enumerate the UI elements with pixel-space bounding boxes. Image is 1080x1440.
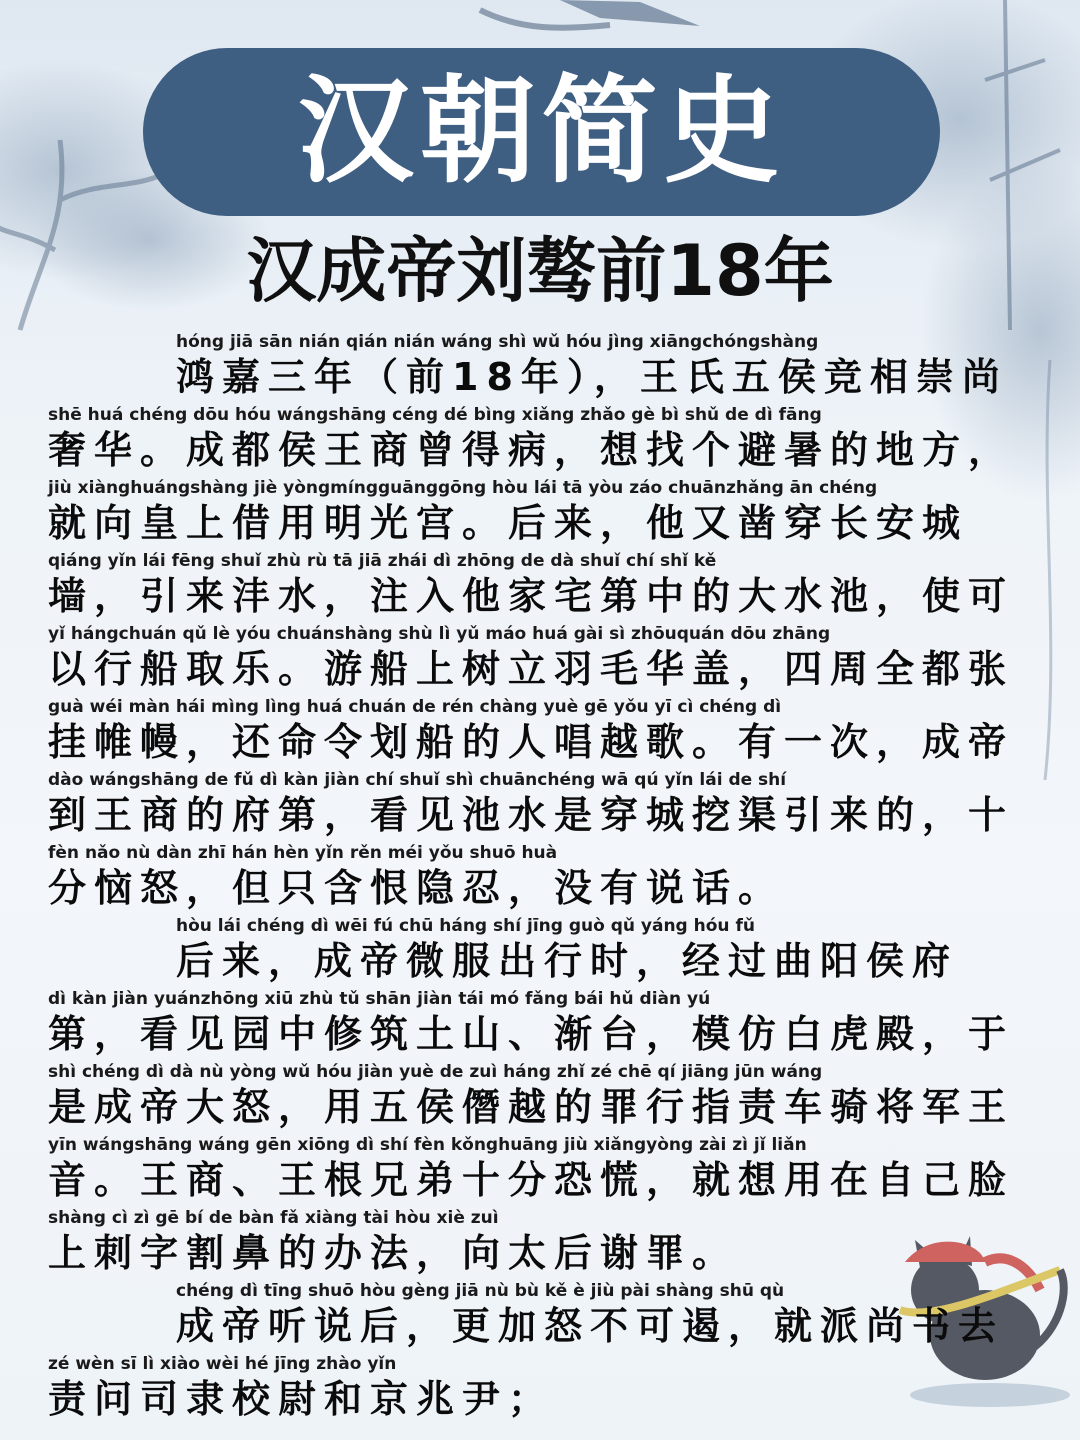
text-line <box>48 1060 1028 1133</box>
hanzi-line: 成帝听说后，更加怒不可遏，就派尚书去 <box>176 1304 1005 1348</box>
pinyin-line: yǐ hángchuán qǔ lè yóu chuánshàng shù lì yǔ máo huá gài sì zhōuquán dōu zhāng <box>48 624 831 644</box>
article-body <box>48 330 1028 1425</box>
hanzi-line: 奢华。成都侯王商曾得病，想找个避暑的地方， <box>48 428 1015 472</box>
hanzi-line: 责问司隶校尉和京兆尹； <box>48 1377 555 1421</box>
pinyin-line: jiù xiànghuángshàng jiè yòngmíngguānggōng hòu lái tā yòu záo chuānzhǎng ān chéng <box>48 478 878 498</box>
pinyin-line: shàng cì zì gē bí de bàn fǎ xiàng tài hòu xiè zuì <box>48 1208 499 1228</box>
pinyin-line: zé wèn sī lì xiào wèi hé jīng zhào yǐn <box>48 1354 397 1374</box>
hanzi-line: 音。王商、王根兄弟十分恐慌，就想用在自己脸 <box>48 1158 1015 1202</box>
pinyin-line: dì kàn jiàn yuánzhōng xiū zhù tǔ shān jiàn tái mó fǎng bái hǔ diàn yú <box>48 989 711 1009</box>
hanzi-line: 是成帝大怒，用五侯僭越的罪行指责车骑将军王 <box>48 1085 1015 1129</box>
pinyin-line: chéng dì tīng shuō hòu gèng jiā nù bù kě è jiù pài shàng shū qù <box>176 1281 785 1301</box>
text-line <box>48 1206 1028 1279</box>
page-title: 汉朝简史 <box>297 64 786 199</box>
page-subtitle: 汉成帝刘骜前18年 <box>246 230 834 312</box>
text-line <box>48 1279 1028 1352</box>
hanzi-line: 上刺字割鼻的办法，向太后谢罪。 <box>48 1231 739 1275</box>
pinyin-line: dào wángshāng de fǔ dì kàn jiàn chí shuǐ shì chuānchéng wā qú yǐn lái de shí <box>48 770 787 790</box>
hanzi-line: 墙，引来沣水，注入他家宅第中的大水池，使可 <box>48 574 1015 618</box>
pinyin-line: qiáng yǐn lái fēng shuǐ zhù rù tā jiā zhái dì zhōng de dà shuǐ chí shǐ kě <box>48 551 717 571</box>
pinyin-line: yīn wángshāng wáng gēn xiōng dì shí fèn kǒnghuāng jiù xiǎngyòng zài zì jǐ liǎn <box>48 1135 807 1155</box>
hanzi-line: 分恼怒，但只含恨隐忍，没有说话。 <box>48 866 785 910</box>
text-line <box>48 1133 1028 1206</box>
pinyin-line: guà wéi màn hái mìng lìng huá chuán de rén chàng yuè gē yǒu yī cì chéng dì <box>48 697 782 717</box>
text-line <box>48 987 1028 1060</box>
hanzi-line: 后来，成帝微服出行时，经过曲阳侯府 <box>176 939 959 983</box>
pinyin-line: shì chéng dì dà nù yòng wǔ hóu jiàn yuè de zuì háng zhǐ zé chē qí jiāng jūn wáng <box>48 1062 823 1082</box>
hanzi-line: 第，看见园中修筑土山、渐台，模仿白虎殿，于 <box>48 1012 1015 1056</box>
hanzi-line: 以行船取乐。游船上树立羽毛华盖，四周全都张 <box>48 647 1015 691</box>
pinyin-line: hóng jiā sān nián qián nián wáng shì wǔ hóu jìng xiāngchóngshàng <box>176 332 819 352</box>
text-line <box>48 1352 1028 1425</box>
text-line <box>48 622 1028 695</box>
text-line <box>48 914 1028 987</box>
text-line <box>48 841 1028 914</box>
text-line <box>48 768 1028 841</box>
hanzi-line: 到王商的府第，看见池水是穿城挖渠引来的，十 <box>48 793 1015 837</box>
title-banner <box>143 48 940 216</box>
pinyin-line: hòu lái chéng dì wēi fú chū háng shí jīng guò qǔ yáng hóu fǔ <box>176 916 755 936</box>
hanzi-line: 就向皇上借用明光宫。后来，他又凿穿长安城 <box>48 501 969 545</box>
text-line <box>48 403 1028 476</box>
text-line <box>48 549 1028 622</box>
text-line <box>48 695 1028 768</box>
pinyin-line: fèn nǎo nù dàn zhī hán hèn yǐn rěn méi yǒu shuō huà <box>48 843 558 863</box>
text-line <box>48 330 1028 403</box>
pinyin-line: shē huá chéng dōu hóu wángshāng céng dé bìng xiǎng zhǎo gè bì shǔ de dì fāng <box>48 405 822 425</box>
hanzi-line: 鸿嘉三年（前18年），王氏五侯竞相崇尚 <box>176 355 1008 399</box>
text-line <box>48 476 1028 549</box>
hanzi-line: 挂帷幔，还命令划船的人唱越歌。有一次，成帝 <box>48 720 1015 764</box>
